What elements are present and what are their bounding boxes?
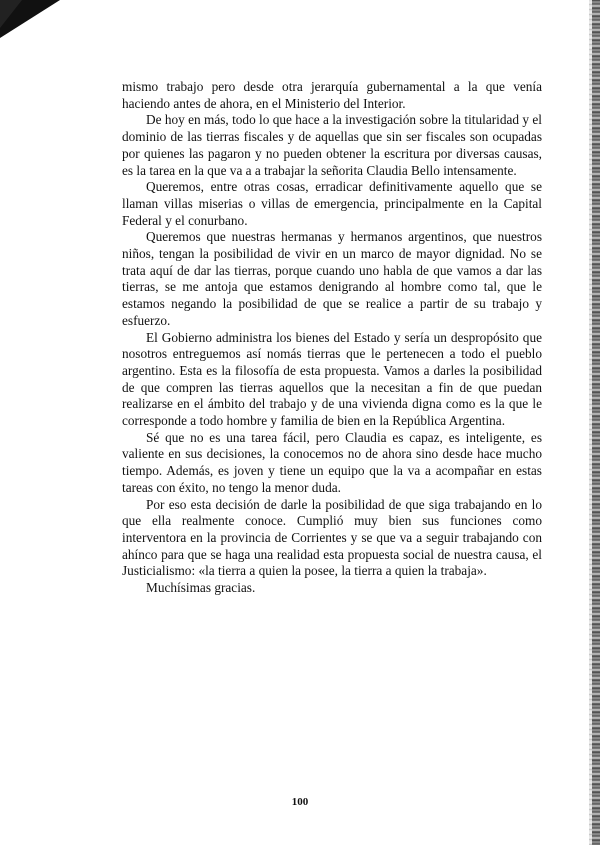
scan-corner-shadow-inner bbox=[0, 0, 22, 28]
paragraph: Por eso esta decisión de darle la posibilidad de que siga trabajando en lo que ella realmente conoce. Cumplió muy bien sus funciones como interventora en la provincia de Corrientes y se que va a seguir trabajando con ahínco para que se haga una realidad esta propuesta social de nuestra causa, el Justicialismo: «la tierra a quien la posee, la tierra a quien la trabaja». bbox=[122, 496, 542, 579]
paragraph: Queremos, entre otras cosas, erradicar definitivamente aquello que se llaman villas miserias o villas de emergencia, principalmente en la Capital Federal y el conurbano. bbox=[122, 179, 542, 228]
page-number: 100 bbox=[291, 796, 309, 808]
scan-binding-edge bbox=[592, 0, 600, 845]
paragraph: De hoy en más, todo lo que hace a la investigación sobre la titularidad y el dominio de las tierras fiscales y de aquellas que sin ser fiscales son ocupadas por quienes las pagaron y no pueden obtener la escritura por diversas causas, es la tarea en la que va a a trabajar la señorita Claudia Bello intensamente. bbox=[122, 112, 542, 178]
paragraph: Queremos que nuestras hermanas y hermanos argentinos, que nuestros niños, tengan la posibilidad de vivir en un marco de mayor dignidad. No se trata aquí de dar las tierras, porque cuando uno habla de que vamos a dar las tierras, se me antoja que estamos denigrando al hombre como tal, que le estamos negando la posibilidad de que se realice a partir de su trabajo y esfuerzo. bbox=[122, 229, 542, 328]
paragraph: Sé que no es una tarea fácil, pero Claudia es capaz, es inteligente, es valiente en sus decisiones, la conocemos no de ahora sino desde hace mucho tiempo. Además, es joven y tiene un equipo que la va a acompañar en estas tareas con éxito, no tengo la menor duda. bbox=[122, 429, 542, 495]
paragraph-continuation: mismo trabajo pero desde otra jerarquía gubernamental a la que venía haciendo antes de ahora, en el Ministerio del Interior. bbox=[122, 79, 542, 111]
document-body bbox=[122, 79, 542, 597]
closing-line: Muchísimas gracias. bbox=[146, 580, 256, 596]
paragraph: El Gobierno administra los bienes del Estado y sería un despropósito que nosotros entreguemos así nomás tierras que le pertenecen a todo el pueblo argentino. Esta es la filosofía de esta propuesta. Vamos a darles la posibilidad de que compren las tierras aquellos que la necesitan a fin de que puedan realizarse en el ámbito del trabajo y de una vivienda digna como es la que le corresponde a todo hombre y familia de bien en la República Argentina. bbox=[122, 329, 542, 429]
